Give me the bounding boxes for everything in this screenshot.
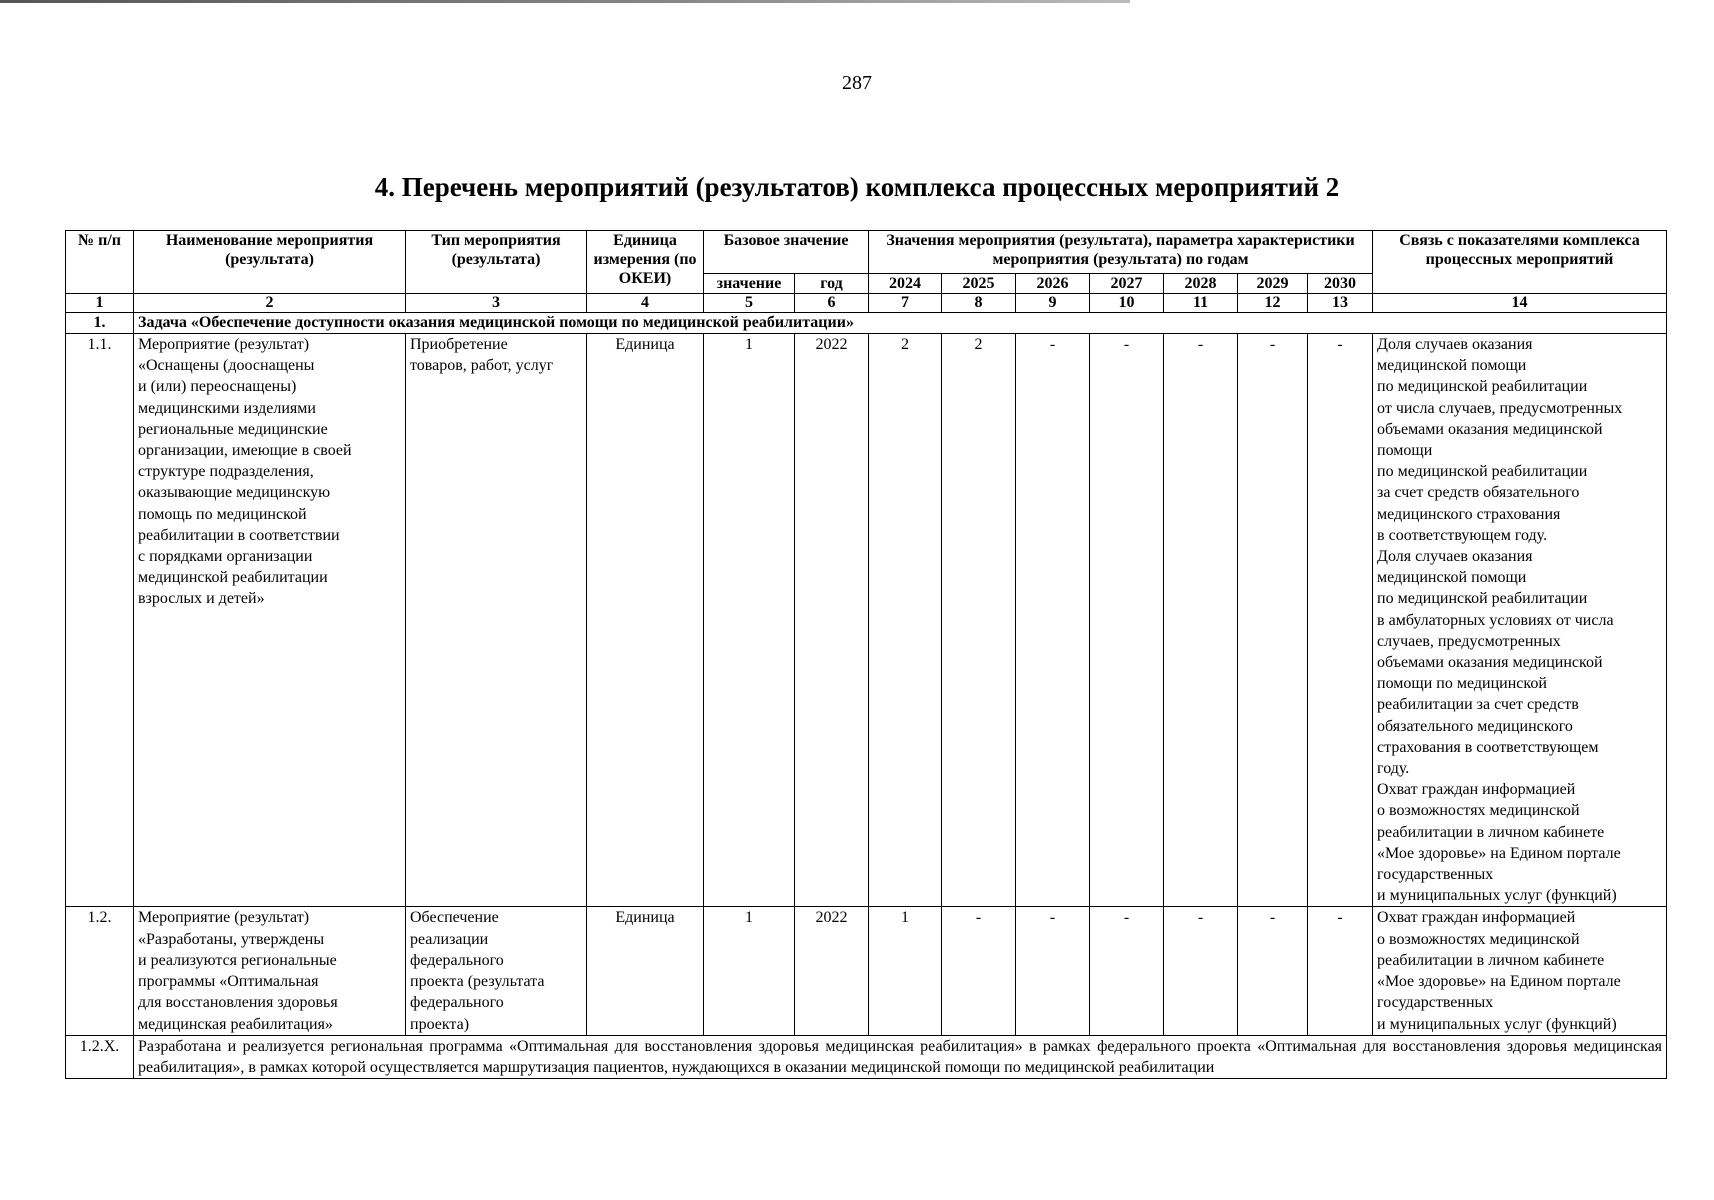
row-name: Мероприятие (результат) «Оснащены (дооснащены и (или) переоснащены) медицинскими изделиями региональные медицинские организации, имеющие в своей структуре подразделения, оказывающие медицинскую помощь по медицинской реабилитации в соответствии с порядками организации медицинской реабилитации взрослых и детей» — [134, 334, 406, 907]
row-base-value: 1 — [704, 334, 795, 907]
note-row — [66, 1035, 1667, 1078]
task-row — [66, 313, 1667, 334]
row-value-2029: - — [1238, 907, 1308, 1035]
column-numbers-row — [66, 294, 1667, 313]
scan-edge-line — [0, 0, 1130, 3]
row-num: 1.1. — [66, 334, 134, 907]
note-text: Разработана и реализуется региональная программа «Оптимальная для восстановления здоровья медицинская реабилитация» в рамках федерального проекта «Оптимальная для восстановления здоровья медицинская реабилитация», в рамках которой осуществляется маршрутизация пациентов, нуждающихся в оказании медицинской помощи по медицинской реабилитации — [134, 1035, 1667, 1078]
header-num: № п/п — [66, 231, 134, 294]
header-year-2029: 2029 — [1238, 274, 1308, 294]
header-base: Базовое значение — [704, 231, 869, 274]
task-text: Задача «Обеспечение доступности оказания медицинской помощи по медицинской реабилитации» — [134, 313, 1667, 334]
col-number: 4 — [587, 294, 704, 313]
col-number: 3 — [406, 294, 587, 313]
col-number: 9 — [1016, 294, 1090, 313]
row-link: Доля случаев оказания медицинской помощи по медицинской реабилитации от числа случаев, предусмотренных объемами оказания медицинской помощи по медицинской реабилитации за счет средств обязательного медицинского страхования в соответствующем году. Доля случаев оказания медицинской помощи по медицинской реабилитации в амбулаторных условиях от числа случаев, предусмотренных объемами оказания медицинской помощи по медицинской реабилитации за счет средств обязательного медицинского страхования в соответствующем году. Охват граждан информацией о возможностях медицинской реабилитации в личном кабинете «Мое здоровье» на Едином портале государственных и муниципальных услуг (функций) — [1373, 334, 1667, 907]
col-number: 13 — [1308, 294, 1373, 313]
row-base-value: 1 — [704, 907, 795, 1035]
note-num: 1.2.Х. — [66, 1035, 134, 1078]
header-values: Значения мероприятия (результата), параметра характеристики мероприятия (результата) по годам — [869, 231, 1373, 274]
header-year-2027: 2027 — [1090, 274, 1164, 294]
col-number: 5 — [704, 294, 795, 313]
row-value-2027: - — [1090, 334, 1164, 907]
row-type: Приобретение товаров, работ, услуг — [406, 334, 587, 907]
activities-table — [65, 230, 1667, 1079]
row-unit: Единица — [587, 907, 704, 1035]
col-number: 11 — [1164, 294, 1238, 313]
col-number: 1 — [66, 294, 134, 313]
header-link: Связь с показателями комплекса процессных мероприятий — [1373, 231, 1667, 294]
row-base-year: 2022 — [795, 907, 869, 1035]
col-number: 6 — [795, 294, 869, 313]
row-value-2024: 2 — [869, 334, 942, 907]
row-base-year: 2022 — [795, 334, 869, 907]
col-number: 10 — [1090, 294, 1164, 313]
row-value-2025: - — [942, 907, 1016, 1035]
header-base-year: год — [795, 274, 869, 294]
row-value-2027: - — [1090, 907, 1164, 1035]
page-title: 4. Перечень мероприятий (результатов) комплекса процессных мероприятий 2 — [374, 172, 1340, 202]
row-value-2024: 1 — [869, 907, 942, 1035]
row-value-2030: - — [1308, 334, 1373, 907]
header-year-2025: 2025 — [942, 274, 1016, 294]
col-number: 8 — [942, 294, 1016, 313]
row-value-2030: - — [1308, 907, 1373, 1035]
row-value-2028: - — [1164, 907, 1238, 1035]
col-number: 12 — [1238, 294, 1308, 313]
row-num: 1.2. — [66, 907, 134, 1035]
row-value-2029: - — [1238, 334, 1308, 907]
header-unit: Единица измерения (по ОКЕИ) — [587, 231, 704, 294]
header-row — [66, 231, 1667, 274]
row-link: Охват граждан информацией о возможностях медицинской реабилитации в личном кабинете «Мое здоровье» на Едином портале государственных и муниципальных услуг (функций) — [1373, 907, 1667, 1035]
col-number: 14 — [1373, 294, 1667, 313]
header-type: Тип мероприятия (результата) — [406, 231, 587, 294]
row-type: Обеспечение реализации федерального проекта (результата федерального проекта) — [406, 907, 587, 1035]
page-number: 287 — [842, 72, 872, 94]
table-row — [66, 907, 1667, 1035]
col-number: 2 — [134, 294, 406, 313]
row-value-2026: - — [1016, 334, 1090, 907]
table-row — [66, 334, 1667, 907]
row-unit: Единица — [587, 334, 704, 907]
header-base-value: значение — [704, 274, 795, 294]
header-year-2024: 2024 — [869, 274, 942, 294]
header-year-2028: 2028 — [1164, 274, 1238, 294]
row-value-2025: 2 — [942, 334, 1016, 907]
row-value-2026: - — [1016, 907, 1090, 1035]
header-year-2030: 2030 — [1308, 274, 1373, 294]
task-num: 1. — [66, 313, 134, 334]
row-name: Мероприятие (результат) «Разработаны, утверждены и реализуются региональные программы «Оптимальная для восстановления здоровья медицинская реабилитация» — [134, 907, 406, 1035]
header-name: Наименование мероприятия (результата) — [134, 231, 406, 294]
col-number: 7 — [869, 294, 942, 313]
row-value-2028: - — [1164, 334, 1238, 907]
header-year-2026: 2026 — [1016, 274, 1090, 294]
